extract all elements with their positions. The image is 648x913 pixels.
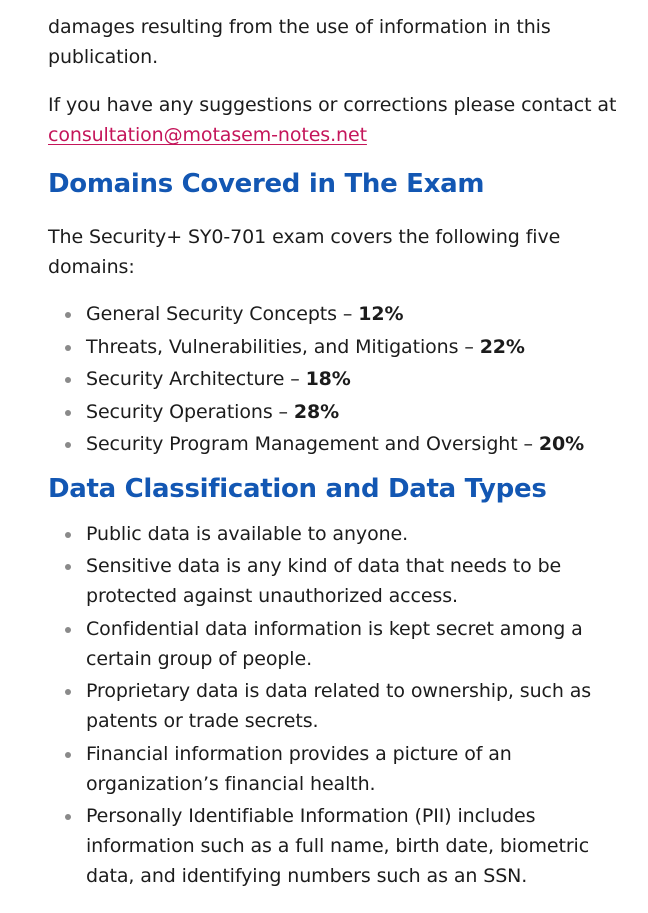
domains-heading: Domains Covered in The Exam: [48, 169, 485, 199]
list-item: [48, 363, 624, 396]
contact-paragraph: [48, 90, 624, 150]
list-item: [48, 298, 624, 331]
list-item: [48, 551, 624, 611]
disclaimer-paragraph: damages resulting from the use of information in this publication.: [48, 16, 551, 68]
domains-list: [48, 298, 624, 461]
list-item: [48, 428, 624, 461]
domain-percent: 20%: [538, 433, 585, 456]
data-type-text: Sensitive data is any kind of data that needs to be protected against unauthorized access.: [86, 555, 562, 608]
list-item: [48, 614, 624, 674]
domain-label: General Security Concepts –: [86, 303, 359, 325]
list-item: [48, 676, 624, 736]
domain-percent: 18%: [305, 368, 351, 391]
domain-label: Security Architecture –: [86, 368, 306, 391]
data-types-list: [48, 519, 624, 892]
data-type-text: Public data is available to anyone.: [86, 522, 409, 545]
data-types-heading: Data Classification and Data Types: [48, 473, 547, 504]
list-item: [48, 396, 624, 429]
domains-description: The Security+ SY0-701 exam covers the following five domains:: [48, 226, 561, 278]
domain-label: Security Operations –: [86, 400, 294, 423]
data-type-text: Personally Identifiable Information (PII) includes information such as a full name, birth date, biometric data, and identifying numbers such as an SSN.: [86, 805, 590, 888]
list-item: [48, 801, 624, 891]
domain-percent: 22%: [479, 335, 525, 358]
list-item: [48, 739, 624, 799]
domain-label: Threats, Vulnerabilities, and Mitigations –: [86, 335, 480, 358]
data-type-text: Proprietary data is data related to ownership, such as patents or trade secrets.: [86, 680, 592, 733]
contact-email-link[interactable]: consultation@motasem-notes.net: [48, 124, 367, 146]
domain-percent: 12%: [358, 303, 404, 325]
data-type-text: Confidential data information is kept secret among a certain group of people.: [86, 617, 583, 670]
domain-label: Security Program Management and Oversight –: [86, 433, 539, 456]
domain-percent: 28%: [293, 400, 340, 423]
contact-text: If you have any suggestions or corrections please contact at: [48, 94, 617, 116]
list-item: [48, 519, 624, 549]
data-type-text: Financial information provides a picture of an organization’s financial health.: [86, 742, 512, 795]
list-item: [48, 331, 624, 364]
